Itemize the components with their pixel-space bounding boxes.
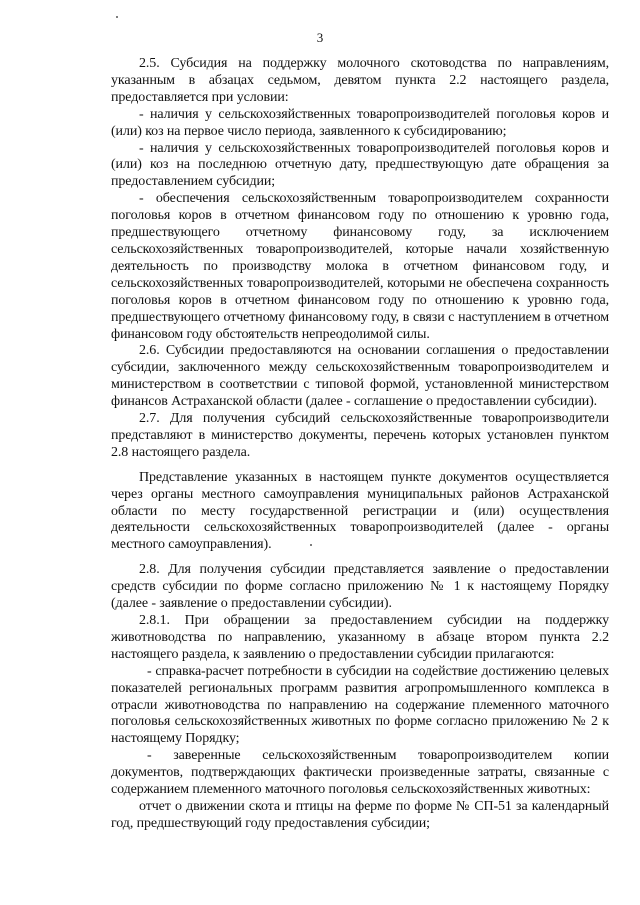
paragraph-2-8-1: 2.8.1. При обращении за предоставлением субсидии на поддержку животноводства по направлению, указанному в абзаце втором пункта 2.2 настоящего раздела, к заявлению о предоставлении субсидии прилагаются: xyxy=(111,613,609,662)
paragraph-2-6: 2.6. Субсидии предоставляются на основании соглашения о предоставлении субсидии, заключенного между сельскохозяйственным товаропроизводителем и министерством в соответствии с типовой формой, установленной министерством финансов Астраханской области (далее - соглашение о предоставлении субсидии). xyxy=(111,343,609,410)
paragraph-2-5: 2.5. Субсидия на поддержку молочного скотоводства по направлениям, указанным в абзацах седьмом, девятом пункта 2.2 настоящего раздела, предоставляется при условии: xyxy=(111,56,609,105)
paragraph-certified-copies: - заверенные сельскохозяйственным товаропроизводителем копии документов, подтверждающих фактически произведенные затраты, связанные с содержанием племенного маточного поголовья сельскохозяйственных животных: xyxy=(111,748,609,798)
paragraph-livestock-report: отчет о движении скота и птицы на ферме по форме № СП-51 за календарный год, предшествующий году предоставления субсидии; xyxy=(111,798,609,831)
paragraph-condition-herd-preservation: - обеспечения сельскохозяйственным товаропроизводителем сохранности поголовья коров в отчетном финансовом году по отношению к уровню года, предшествующего отчетному финансовому году, за исключением сельскохозяйственных товаропроизводителей, которые начали хозяйственную деятельность по производству молока в отчетном финансовом году, и сельскохозяйственных товаропроизводителей, которыми не обеспечена сохранность поголовья коров в отчетном финансовом году по отношению к уровню года, предшествующего отчетному финансовому году, в связи с наступлением в отчетном финансовом году обстоятельств непреодолимой силы. xyxy=(111,191,609,342)
paragraph-2-8: 2.8. Для получения субсидии представляется заявление о предоставлении средств субсидии по форме согласно приложению № 1 к настоящему Порядку (далее - заявление о предоставлении субсидии). xyxy=(111,562,609,612)
paragraph-calculation-certificate: - справка-расчет потребности в субсидии на содействие достижению целевых показателей региональных программ развития агропромышленного комплекса в отрасли животноводства по направлению на содержание племенного маточного поголовья сельскохозяйственных животных по форме согласно приложению № 2 к настоящему Порядку; xyxy=(111,663,609,747)
paragraph-condition-first-date: - наличия у сельскохозяйственных товаропроизводителей поголовья коров и (или) коз на первое число периода, заявленного к субсидированию; xyxy=(111,106,609,139)
paragraph-condition-last-date: - наличия у сельскохозяйственных товаропроизводителей поголовья коров и (или) коз на последнюю отчетную дату, предшествующую дате обращения за предоставлением субсидии; xyxy=(111,140,609,190)
page-number: 3 xyxy=(316,30,324,45)
paragraph-documents-submission: Представление указанных в настоящем пункте документов осуществляется через органы местного самоуправления муниципальных районов Астраханской области по месту государственной регистрации и (или) осуществления деятельности сельскохозяйственных товаропроизводителей (далее - органы местного самоуправления). xyxy=(111,469,609,553)
paragraph-2-7: 2.7. Для получения субсидий сельскохозяйственные товаропроизводители представляют в министерство документы, перечень которых установлен пунктом 2.8 настоящего раздела. xyxy=(111,411,609,460)
document-body xyxy=(111,56,609,833)
scan-speck xyxy=(116,16,118,18)
scan-speck xyxy=(310,544,312,546)
